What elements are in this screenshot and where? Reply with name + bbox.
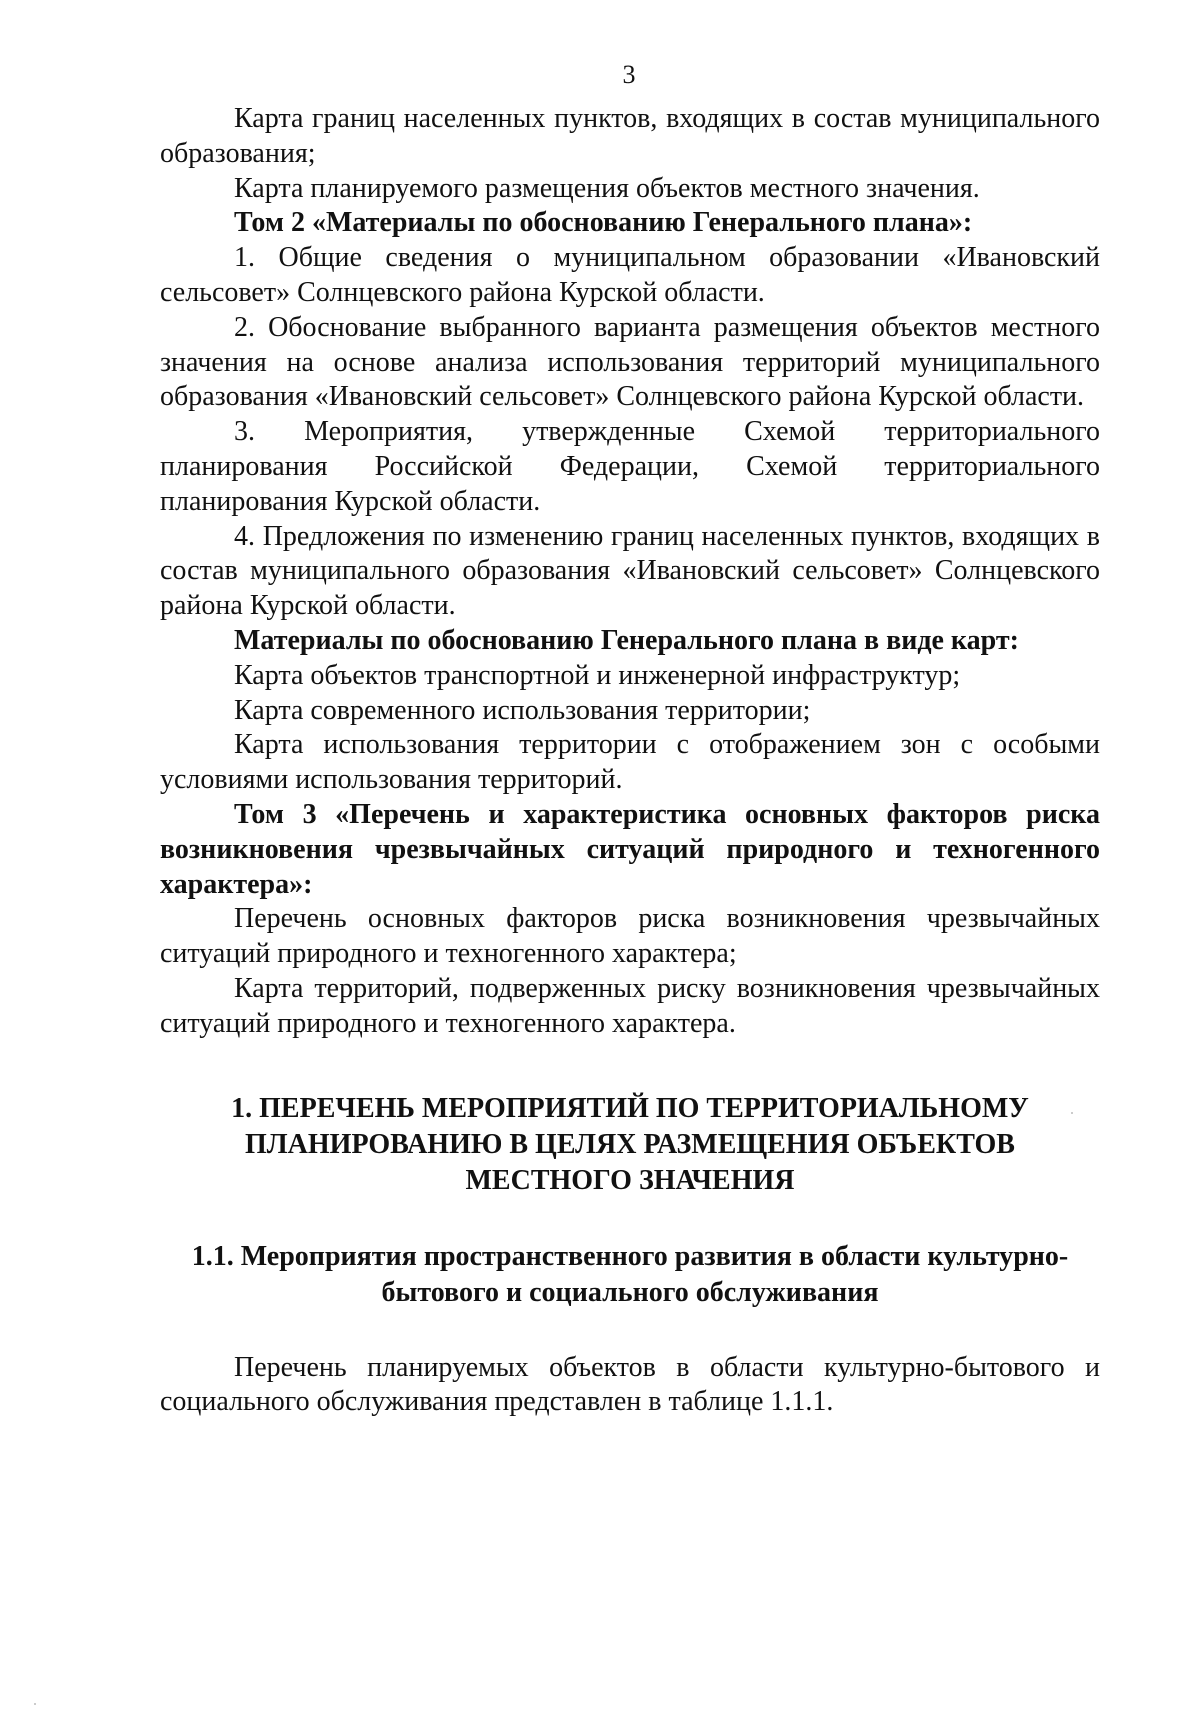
volume-2-heading: Том 2 «Материалы по обоснованию Генерального плана»: xyxy=(234,207,973,239)
paragraph-map-special-zones: Карта использования территории с отображением зон с особыми условиями использования территорий. xyxy=(160,729,1100,796)
paragraph-item-4: 4. Предложения по изменению границ населенных пунктов, входящих в состав муниципального образования «Ивановский сельсовет» Солнцевского района Курской области. xyxy=(160,520,1100,622)
paragraph-map-settlement-borders: Карта границ населенных пунктов, входящих в состав муниципального образования; xyxy=(160,103,1100,169)
paragraph-map-planned-objects: Карта планируемого размещения объектов местного значения. xyxy=(234,172,980,204)
subsection-heading: 1.1. Мероприятия пространственного развития в области культурно-бытового и социального обслуживания xyxy=(191,1240,1069,1308)
paragraph-map-current-use: Карта современного использования территории; xyxy=(234,694,811,726)
scan-speck xyxy=(1071,1112,1073,1114)
paragraph-map-infrastructure: Карта объектов транспортной и инженерной инфраструктур; xyxy=(234,659,961,691)
scan-speck xyxy=(34,1703,36,1705)
maps-materials-heading: Материалы по обоснованию Генерального плана в виде карт: xyxy=(234,624,1019,656)
paragraph-risk-factors-list: Перечень основных факторов риска возникновения чрезвычайных ситуаций природного и техногенного характера; xyxy=(160,903,1100,970)
paragraph-item-1: 1. Общие сведения о муниципальном образовании «Ивановский сельсовет» Солнцевского района Курской области. xyxy=(160,242,1100,308)
paragraph-item-2: 2. Обоснование выбранного варианта размещения объектов местного значения на основе анализа использования территорий муниципального образования «Ивановский сельсовет» Солнцевского района Курской области. xyxy=(160,311,1100,413)
section-heading: 1. ПЕРЕЧЕНЬ МЕРОПРИЯТИЙ ПО ТЕРРИТОРИАЛЬНОМУ ПЛАНИРОВАНИЮ В ЦЕЛЯХ РАЗМЕЩЕНИЯ ОБЪЕКТОВ МЕСТНОГО ЗНАЧЕНИЯ xyxy=(231,1092,1029,1196)
paragraph-map-risk-territories: Карта территорий, подверженных риску возникновения чрезвычайных ситуаций природного и техногенного характера. xyxy=(160,972,1100,1039)
paragraph-table-reference: Перечень планируемых объектов в области культурно-бытового и социального обслуживания представлен в таблице 1.1.1. xyxy=(160,1351,1100,1418)
page-body xyxy=(160,102,1100,1420)
volume-3-heading: Том 3 «Перечень и характеристика основных факторов риска возникновения чрезвычайных ситуаций природного и техногенного характера»: xyxy=(160,798,1100,900)
paragraph-item-3: 3. Мероприятия, утвержденные Схемой территориального планирования Российской Федерации, Схемой территориального планирования Курской области. xyxy=(160,416,1100,517)
page-number: 3 xyxy=(622,60,636,89)
